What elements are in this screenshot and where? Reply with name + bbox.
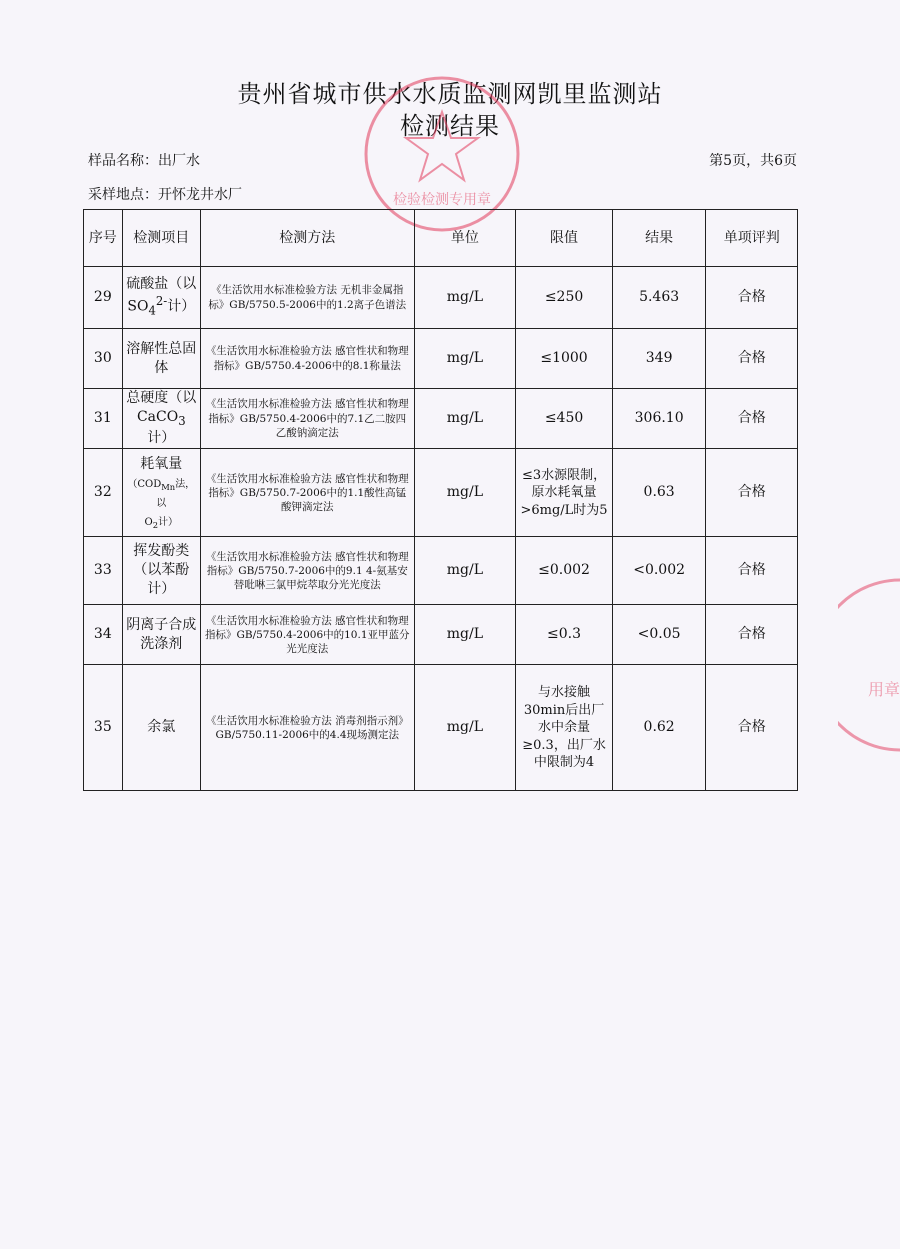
cell-item: 阴离子合成洗涤剂 — [122, 605, 200, 665]
cell-limit: ≤1000 — [516, 329, 613, 389]
cell-result: <0.002 — [612, 537, 706, 605]
cell-limit: 与水接触30min后出厂水中余量≥0.3，出厂水中限制为4 — [516, 665, 613, 791]
cell-item: 硫酸盐（以 $SO_4^{2-}$计） — [122, 267, 200, 329]
page-number: 第5页，共6页 — [709, 153, 797, 169]
cell-item: 余氯 — [122, 665, 200, 791]
table-row — [84, 329, 798, 389]
table-row — [84, 605, 798, 665]
cell-unit: mg/L — [414, 537, 516, 605]
cell-eval: 合格 — [706, 329, 798, 389]
stamp-label: 检验检测专用章 — [393, 192, 491, 208]
cell-result: <0.05 — [612, 605, 706, 665]
table-row — [84, 665, 798, 791]
cell-eval: 合格 — [706, 665, 798, 791]
cell-unit: mg/L — [414, 449, 516, 537]
cell-result: 0.63 — [612, 449, 706, 537]
cell-limit: ≤450 — [516, 389, 613, 449]
cell-item: 溶解性总固体 — [122, 329, 200, 389]
col-header-limit: 限值 — [516, 210, 613, 267]
table-row — [84, 389, 798, 449]
cell-unit: mg/L — [414, 267, 516, 329]
cell-item: 挥发酚类（以苯酚计） — [122, 537, 200, 605]
cell-no: 34 — [84, 605, 123, 665]
side-stamp-label: 用章 — [868, 680, 900, 699]
cell-result: 306.10 — [612, 389, 706, 449]
cell-limit: ≤250 — [516, 267, 613, 329]
cell-method: 《生活饮用水标准检验方法 消毒剂指示剂》GB/5750.11-2006中的4.4现场测定法 — [200, 665, 414, 791]
cell-method: 《生活饮用水标准检验方法 感官性状和物理指标》GB/5750.4-2006中的10.1亚甲蓝分光光度法 — [200, 605, 414, 665]
cell-result: 349 — [612, 329, 706, 389]
cell-result: 5.463 — [612, 267, 706, 329]
cell-unit: mg/L — [414, 665, 516, 791]
sample-name: 样品名称：出厂水 — [88, 153, 200, 169]
results-table — [83, 209, 798, 791]
cell-limit: ≤0.3 — [516, 605, 613, 665]
cell-item: 耗氧量 （$COD_{Mn}$法，以 $O_2$计） — [122, 449, 200, 537]
col-header-item: 检测项目 — [122, 210, 200, 267]
report-subtitle: 检测结果 — [400, 112, 500, 140]
table-header-row — [84, 210, 798, 267]
cell-no: 31 — [84, 389, 123, 449]
cell-no: 32 — [84, 449, 123, 537]
col-header-unit: 单位 — [414, 210, 516, 267]
cell-eval: 合格 — [706, 605, 798, 665]
cell-unit: mg/L — [414, 389, 516, 449]
cell-method: 《生活饮用水标准检验方法 感官性状和物理指标》GB/5750.7-2006中的1.1酸性高锰酸钾滴定法 — [200, 449, 414, 537]
cell-no: 29 — [84, 267, 123, 329]
cell-result: 0.62 — [612, 665, 706, 791]
cell-eval: 合格 — [706, 449, 798, 537]
cell-method: 《生活饮用水标准检验方法 感官性状和物理指标》GB/5750.4-2006中的8.1称量法 — [200, 329, 414, 389]
table-row — [84, 537, 798, 605]
col-header-method: 检测方法 — [200, 210, 414, 267]
cell-no: 33 — [84, 537, 123, 605]
sample-site: 采样地点：开怀龙井水厂 — [88, 187, 242, 203]
cell-eval: 合格 — [706, 267, 798, 329]
col-header-result: 结果 — [612, 210, 706, 267]
table-row — [84, 267, 798, 329]
cell-eval: 合格 — [706, 537, 798, 605]
cell-method: 《生活饮用水标准检验方法 感官性状和物理指标》GB/5750.4-2006中的7.1乙二胺四乙酸钠滴定法 — [200, 389, 414, 449]
cell-limit: ≤0.002 — [516, 537, 613, 605]
col-header-no: 序号 — [84, 210, 123, 267]
cell-unit: mg/L — [414, 605, 516, 665]
cell-method: 《生活饮用水标准检验方法 感官性状和物理指标》GB/5750.7-2006中的9.1 4-氨基安替吡啉三氯甲烷萃取分光光度法 — [200, 537, 414, 605]
cell-eval: 合格 — [706, 389, 798, 449]
side-stamp — [838, 575, 900, 755]
cell-no: 35 — [84, 665, 123, 791]
cell-limit: ≤3水源限制，原水耗氧量>6mg/L时为5 — [516, 449, 613, 537]
cell-item: 总硬度（以 CaCO$_3$计） — [122, 389, 200, 449]
cell-method: 《生活饮用水标准检验方法 无机非金属指标》GB/5750.5-2006中的1.2离子色谱法 — [200, 267, 414, 329]
report-title: 贵州省城市供水水质监测网凯里监测站 — [237, 80, 663, 108]
cell-unit: mg/L — [414, 329, 516, 389]
table-row — [84, 449, 798, 537]
col-header-eval: 单项评判 — [706, 210, 798, 267]
cell-no: 30 — [84, 329, 123, 389]
